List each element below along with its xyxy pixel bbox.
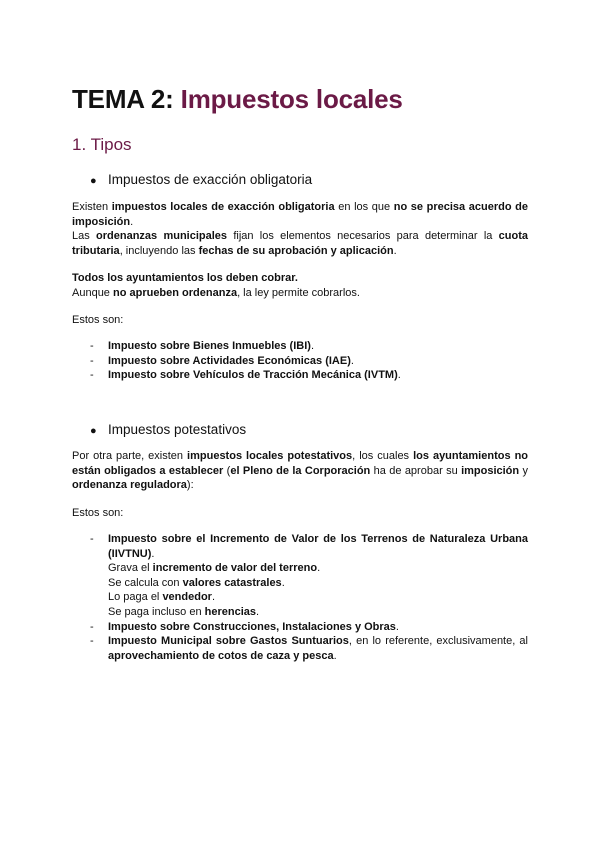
bold-run: incremento de valor del terreno (152, 562, 318, 575)
estos-son-label: Estos son: (72, 507, 124, 519)
sub-line (108, 561, 528, 576)
text-run: . (256, 605, 260, 618)
dash-icon: - (90, 533, 94, 545)
paragraph-obligatorios-cobro (72, 271, 528, 300)
list-item (90, 620, 528, 635)
dash-icon: - (90, 340, 94, 352)
bold-run: fechas de su aprobación y aplicación (198, 244, 394, 257)
text-run: . (393, 244, 397, 257)
bold-run: el Pleno de la Corporación (230, 464, 371, 477)
text-run: . (151, 547, 155, 560)
text-run: . (281, 576, 285, 589)
list-item (90, 339, 528, 354)
text-run: . (395, 620, 399, 633)
bold-run: Impuesto sobre Actividades Económicas (IAE) (108, 354, 351, 367)
subheading-potestativos-text: Impuestos potestativos (108, 422, 247, 437)
subheading-obligatorios-text: Impuestos de exacción obligatoria (108, 172, 313, 187)
text-run: Grava el (108, 562, 153, 575)
bold-run: Impuesto sobre Vehículos de Tracción Mecánica (IVTM) (108, 369, 398, 382)
text-run: Aunque (72, 286, 113, 299)
bold-run: Impuesto sobre Bienes Inmuebles (IBI) (108, 340, 311, 352)
subheading-potestativos (90, 422, 246, 437)
text-run: Por otra parte, existen (72, 450, 188, 462)
bold-run: no aprueben ordenanza (112, 286, 238, 299)
bold-run: impuestos locales de exacción obligatoria (111, 201, 335, 213)
text-run: , la ley permite cobrarlos. (237, 286, 360, 299)
paragraph-potestativos-intro (72, 449, 528, 493)
text-run: . (333, 649, 337, 662)
title-accent: Impuestos locales (180, 84, 403, 114)
list-potestativos (90, 532, 528, 663)
text-run: . (317, 562, 321, 575)
text-run: , incluyendo las (119, 244, 199, 257)
bold-run: Impuesto Municipal sobre Gastos Suntuarios (108, 635, 349, 648)
bold-run: no se precisa acuerdo de imposición (72, 201, 528, 228)
list-item (90, 532, 528, 620)
dash-icon: - (90, 635, 94, 648)
bold-run: aprovechamiento de cotos de caza y pesca (108, 649, 334, 662)
text-run: Las (72, 230, 97, 243)
text-run: ): (186, 479, 194, 492)
text-run: Lo paga el (108, 591, 163, 604)
bold-run: valores catastrales (182, 576, 282, 589)
estos-son-label: Estos son: (72, 314, 124, 326)
bold-run: impuestos locales potestativos (187, 450, 353, 462)
bold-run: Impuesto sobre Construcciones, Instalaciones y Obras (108, 620, 396, 633)
text-run: Se calcula con (108, 576, 183, 589)
paragraph-obligatorios-intro (72, 200, 528, 258)
text-run: ( (223, 464, 231, 477)
text-run: Existen (72, 201, 112, 213)
bold-run: Impuesto sobre el Incremento de Valor de los Terrenos de Naturaleza Urbana (IIVTNU) (108, 533, 528, 560)
text-run: , en lo referente, exclusivamente, al (348, 635, 528, 648)
text-run: y (519, 464, 528, 477)
dash-icon: - (90, 354, 94, 367)
bold-run: Todos los ayuntamientos los deben cobrar. (72, 272, 298, 284)
text-run: . (211, 591, 216, 604)
bold-run: ordenanza reguladora (72, 479, 187, 492)
sub-line (108, 605, 528, 620)
text-run: ha de aprobar su (370, 464, 462, 477)
bold-run: cuota tributaria (72, 230, 529, 257)
bold-run: imposición (461, 464, 520, 477)
sub-line (108, 576, 528, 591)
text-run: , los cuales (352, 450, 414, 462)
sub-line (108, 590, 528, 605)
text-run: en los que (334, 201, 394, 213)
bold-run: vendedor (162, 591, 212, 604)
title-prefix: TEMA 2: (72, 84, 181, 114)
text-run: . (130, 215, 134, 228)
text-run: Se paga incluso en (108, 605, 205, 618)
text-run: . (310, 340, 314, 352)
list-item (90, 634, 528, 663)
dash-icon: - (90, 369, 94, 382)
text-run: fijan los elementos necesarios para determinar la (227, 230, 499, 243)
bullet-icon: ● (90, 175, 97, 187)
bold-run: los ayuntamientos no están obligados a establecer (72, 450, 529, 477)
list-item (90, 354, 528, 369)
section-heading: 1. Tipos (72, 135, 132, 154)
text-run: . (397, 369, 401, 382)
subheading-obligatorios (90, 172, 312, 187)
bullet-icon: ● (90, 425, 97, 437)
bold-run: ordenanzas municipales (96, 230, 228, 243)
list-obligatorios (90, 339, 528, 383)
list-item (90, 368, 528, 383)
page-title (72, 84, 403, 115)
bold-run: herencias (204, 605, 257, 618)
dash-icon: - (90, 620, 94, 633)
text-run: . (350, 354, 354, 367)
